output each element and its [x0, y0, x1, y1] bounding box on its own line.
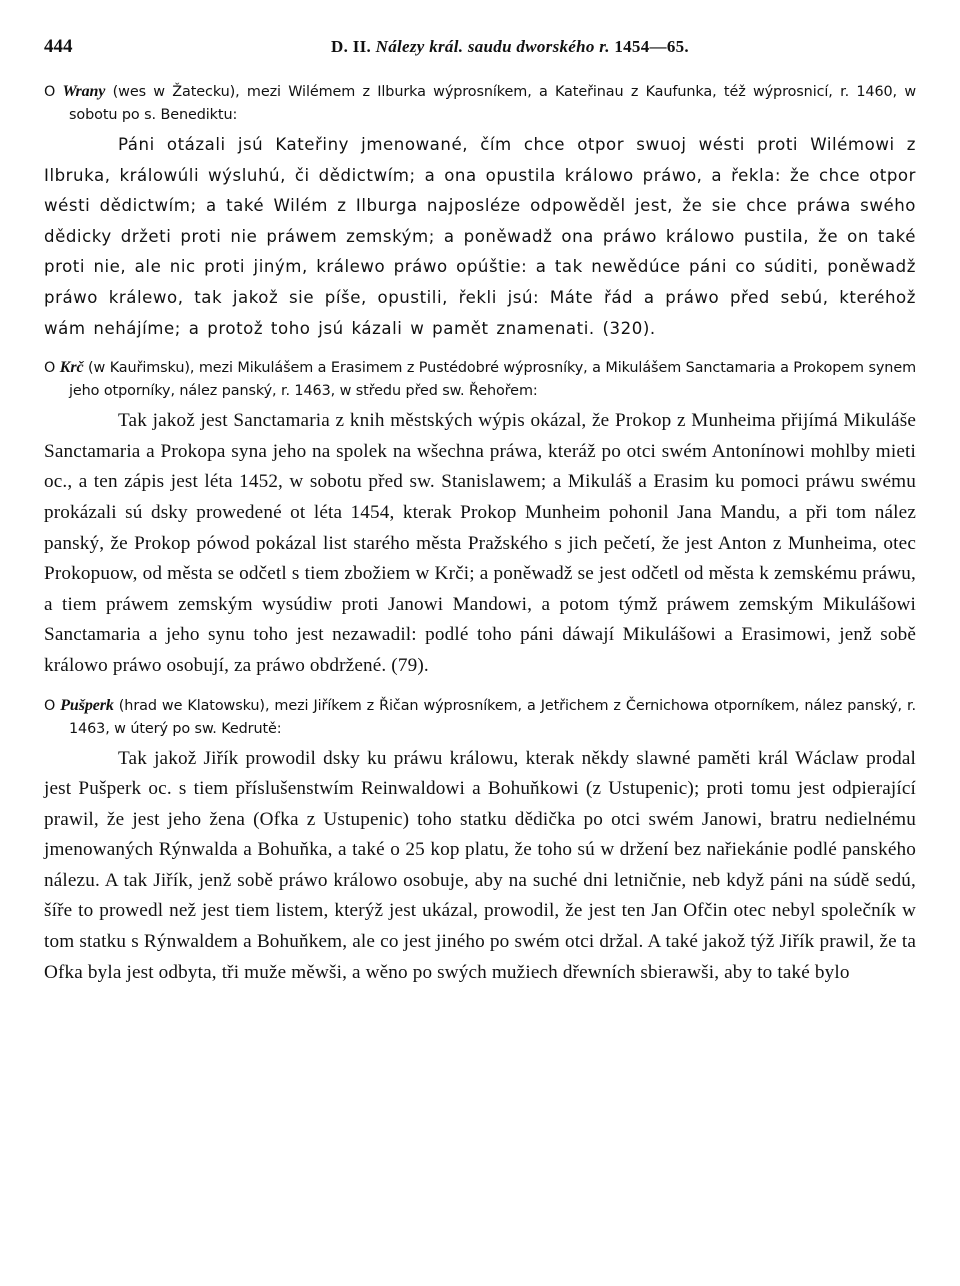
case-heading-text: (hrad we Klatowsku), mezi Jiříkem z Řičan wýprosníkem, a Jetřichem z Černichowa otporníkem, nález panský, r. 1463, w úterý po sw. Kedrutě:: [69, 697, 916, 737]
case-place: Wrany: [62, 83, 106, 100]
case-text: Tak jakož Jiřík prowodil dsky ku práwu králowu, kterak někdy slawné paměti král Wáclaw prodal jest Pušperk oc. s tiem příslušenstwím Reinwaldowi a Bohuňkowi (z Ustupenic); proti tomu jest odpierající prawil, že jest jeho žena (Ofka z Ustupenic) toho statku dědička po otci swém Janowi, bratru nedielnému jmenowaných Rýnwalda a Bohuňka, a také o 25 kop platu, že toho sú w držení bez nařiekánie podlé panského nálezu. A tak Jiřík, jenž sobě práwo králowo osobuje, aby na suché dni letničnie, neb když páni na súdě sedú, šíře to prowedl než jest tiem listem, kterýž jest ukázal, prowodil, že jest ten Jan Ofčin otec nebyl společník w tom statku s Rýnwaldem a Bohuňkem, ale co jest jiného po swém otci držal. A také jakož týž Jiřík prawil, že ta Ofka byla jest odbyta, tři muže měwši, a wěno po swých mužiech dřewních sbierawši, aby to také bylo: [44, 747, 916, 983]
case-lead: O: [44, 360, 56, 377]
case-text: Tak jakož jest Sanctamaria z knih městských wýpis okázal, že Prokop z Munheima přijímá Mikuláše Sanctamaria a Prokopa syna jeho na spolek na wšechna práwa, kteráž po otci swém Antonínowi mohlby mieti oc., a ten zápis jest léta 1452, w sobotu před sw. Stanislawem; a Mikuláš a Erasim ku pomoci práwu swému prokázali sú dsky prowedené ot léta 1454, kterak Prokop Munheim pohonil Jana Mandu, a při tom nález panský, že Prokop pówod pokázal list starého města Pražského s jich pečetí, že jest Anton z Munheima, otec Prokopuow, od města se odčetl s tiem zbožiem w Krči; a poněwadž se jest odčetl od města k zemskému práwu, a tiem práwem zemským wysúdiw proti Janowi Mandowi, a potom týmž práwem zemským Mikulášowi Sanctamaria a jeho synu toho jest nezawadil: podlé toho páni dáwají Mikulášowi a Erasimowi, jenž sobě králowo práwo osobují, za práwo obdržené. (79).: [44, 410, 916, 676]
running-head-title: Nálezy král. saudu dworského r.: [375, 37, 610, 56]
running-head-years: 1454—65.: [614, 37, 689, 56]
page-number: 444: [44, 36, 73, 57]
case-place: Pušperk: [60, 696, 114, 714]
case-lead: O: [44, 84, 56, 100]
running-head: [104, 37, 916, 57]
running-head-prefix: D. II.: [331, 37, 372, 56]
book-page: [44, 36, 916, 988]
case-heading-text: (wes w Žatecku), mezi Wilémem z Ilburka wýprosníkem, a Kateřinau z Kaufunka, též wýprosnicí, r. 1460, w sobotu po s. Benediktu:: [69, 84, 916, 123]
case-text: Páni otázali jsú Kateřiny jmenowané, čím chce otpor swuoj wésti proti Wilémowi z Ilbruka, králowúli wýsluhú, či dědictwím; a ona opustila králowo práwo, a řekla: že chce otpor wésti dědictwím; a také Wilém z Ilburga najposléze odpowěděl jest, že sie chce práwa swého dědicky držeti proti nie práwem zemským; a poněwadž ona práwo králowo pustila, že on také proti nie, ale nic proti jiným, králewo práwo opúštie: a tak newědúce páni co súditi, poněwadž práwo králewo, tak jakož sie píše, opustili, řekli jsú: Máte řád a práwo před sebú, kteréhož wám nehájíme; a protož toho jsú kázali w pamět znamenati. (320).: [44, 135, 916, 338]
case-heading: [44, 356, 916, 403]
page-header: [44, 36, 916, 68]
case-heading: [44, 694, 916, 741]
case-lead: O: [44, 697, 56, 714]
case-heading-text: (w Kauřimsku), mezi Mikulášem a Erasimem z Pustédobré wýprosníky, a Mikulášem Sanctamaria a Prokopem synem jeho otporníky, nález panský, r. 1463, w středu před sw. Řehořem:: [69, 360, 916, 400]
case-heading: [44, 80, 916, 127]
case-place: Krč: [59, 359, 84, 377]
